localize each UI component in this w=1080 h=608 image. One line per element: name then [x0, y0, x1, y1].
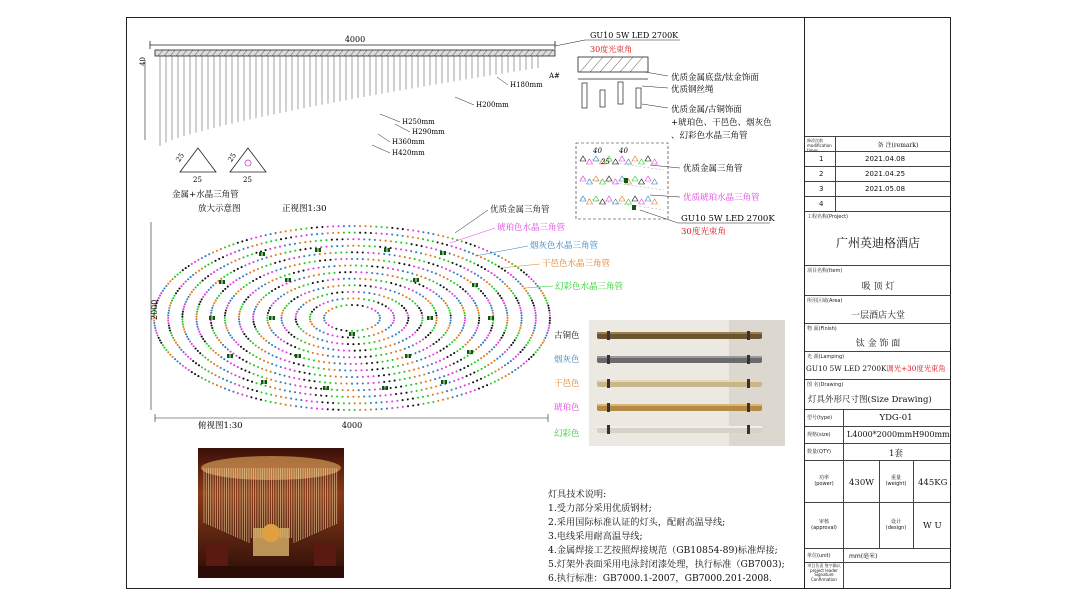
note-item: 2.采用国际标准认证的灯头，配耐高温导线;	[548, 517, 726, 528]
lamping-value: GU10 5W LED 2700K调光+30度光束角	[806, 364, 946, 373]
mod-num: 2	[819, 170, 824, 178]
note-item: 4.金属焊接工艺按照焊接规范（GB10854-89)标准焊接;	[548, 545, 778, 556]
unit-label: 单位(unit)	[807, 553, 831, 559]
svg-text:40: 40	[593, 147, 602, 155]
power-value: 430W	[849, 478, 874, 488]
mod-date: 2021.05.08	[865, 185, 906, 193]
mod-date: 2021.04.25	[865, 170, 906, 178]
hang-height-label: H360mm	[392, 138, 425, 146]
lamping-label: 光 源(Lamping)	[807, 354, 845, 360]
weight-value: 445KG	[918, 478, 948, 488]
svg-text:25: 25	[174, 151, 187, 164]
qty-label: 数量(QTY)	[807, 449, 831, 455]
swatch-labels	[554, 330, 580, 439]
size-label: 规格(size)	[807, 432, 831, 438]
item-label: 项目名称(Item)	[807, 268, 843, 274]
top-beam-label: 30度光束角	[590, 45, 633, 54]
hang-height-label: H290mm	[412, 128, 445, 136]
hang-height-label: H420mm	[392, 149, 425, 157]
technical-notes	[548, 488, 785, 586]
front-view-label: 正视图1:30	[282, 204, 327, 214]
dim-width-bottom: 4000	[341, 421, 363, 430]
finish-value: 钛 金 饰 面	[855, 339, 901, 349]
legend-3: 干邑色水晶三角管	[542, 259, 611, 269]
svg-text:幻彩色: 幻彩色	[554, 429, 580, 439]
note-item: 1.受力部分采用优质钢材;	[548, 503, 652, 514]
dim-width-top: 4000	[344, 35, 366, 44]
legend-0: 优质金属三角管	[490, 205, 550, 215]
triangle-detail	[172, 148, 266, 214]
hang-height-label: H180mm	[510, 81, 543, 89]
plan-view	[150, 222, 551, 431]
side-a-mark: A#	[549, 72, 560, 80]
weight-label: 重量 (weight)	[885, 475, 907, 487]
sign-label: 项目负责 签字确认 project leader Signature Confirmation	[807, 563, 841, 582]
svg-text:干邑色: 干邑色	[554, 379, 580, 389]
dim-40: 40	[139, 57, 147, 66]
svg-text:烟灰色: 烟灰色	[554, 355, 580, 365]
mod-num: 1	[819, 155, 824, 163]
top-light-label: GU10 5W LED 2700K	[590, 31, 679, 40]
type-label: 型号(type)	[807, 415, 833, 421]
area-value: 一层酒店大堂	[850, 311, 905, 321]
drawing-value: 灯具外形尺寸图(Size Drawing)	[808, 395, 932, 405]
drawing-label: 图 名(Drawing)	[807, 382, 844, 388]
legend-4: 幻彩色水晶三角管	[555, 282, 624, 292]
triangle-caption-1: 金属+水晶三角管	[172, 190, 239, 200]
hang-height-label: H200mm	[476, 101, 509, 109]
triangle-caption-2: 放大示意图	[198, 204, 241, 214]
size-value: L4000*2000mmH900mm	[847, 430, 950, 439]
note-item: 6.执行标准：GB7000.1-2007，GB7000.201-2008.	[548, 573, 772, 584]
note-item: 3.电线采用耐高温导线;	[548, 531, 643, 542]
svg-text:琥珀色: 琥珀色	[554, 403, 580, 413]
type-value: YDG-01	[879, 413, 913, 423]
power-label: 功率 (power)	[814, 475, 834, 487]
unit-value: mm(毫米)	[849, 553, 878, 560]
mod-date: 2021.04.08	[865, 155, 906, 163]
svg-text:40: 40	[619, 147, 628, 155]
svg-text:优质琥珀水晶三角管: 优质琥珀水晶三角管	[683, 193, 760, 203]
svg-text:30度光束角: 30度光束角	[681, 227, 726, 237]
mod-header-2: 备 注(remark)	[877, 142, 919, 149]
qty-value: 1套	[889, 449, 903, 459]
detail-mount	[578, 57, 772, 141]
legend-2: 烟灰色水晶三角管	[530, 241, 599, 251]
svg-text:优质钢丝绳: 优质钢丝绳	[671, 85, 714, 95]
side-view	[0, 31, 680, 377]
item-value: 吸 顶 灯	[861, 282, 895, 292]
svg-text:古铜色: 古铜色	[554, 331, 580, 341]
approval-label: 审核 (approval)	[811, 519, 837, 531]
hang-height-label: H250mm	[402, 118, 435, 126]
note-item: 5.灯架外表面采用电泳封闭漆处理，执行标准（GB7003);	[548, 559, 785, 570]
bottom-view-label: 俯视图1:30	[198, 421, 243, 431]
svg-text:25: 25	[243, 176, 252, 184]
project-name: 广州英迪格酒店	[835, 236, 920, 250]
svg-text:GU10 5W LED 2700K: GU10 5W LED 2700K	[681, 214, 775, 224]
svg-text:25: 25	[601, 158, 610, 166]
dim-depth-side: 2000	[150, 299, 159, 320]
area-label: 所用区域(Area)	[807, 298, 843, 304]
mod-num: 4	[819, 200, 824, 208]
svg-text:25: 25	[226, 151, 239, 164]
svg-text:优质金属底盘/钛金饰面: 优质金属底盘/钛金饰面	[671, 73, 759, 83]
design-label: 设计 (design)	[885, 519, 907, 531]
notes-title: 灯具技术说明:	[548, 489, 607, 500]
mod-header-1: 修改次数 modification times	[807, 138, 832, 153]
legend-1: 琥珀色水晶三角管	[497, 223, 566, 233]
svg-text:25: 25	[193, 176, 202, 184]
tube-photo	[589, 320, 785, 446]
svg-text:优质金属三角管: 优质金属三角管	[683, 164, 743, 174]
color-legend	[450, 204, 624, 292]
svg-text:+琥珀色、干邑色、烟灰色: +琥珀色、干邑色、烟灰色	[671, 118, 772, 128]
project-label: 工程名称(Project)	[807, 214, 849, 220]
room-photo	[198, 448, 344, 578]
title-block	[804, 18, 951, 588]
svg-text:、幻彩色水晶三角管: 、幻彩色水晶三角管	[671, 131, 748, 141]
svg-text:优质金属/古铜饰面: 优质金属/古铜饰面	[671, 105, 742, 115]
design-value: W U	[923, 521, 942, 531]
mod-num: 3	[819, 185, 824, 193]
finish-label: 物 面(Finish)	[807, 326, 837, 332]
detail-grid	[576, 143, 775, 237]
